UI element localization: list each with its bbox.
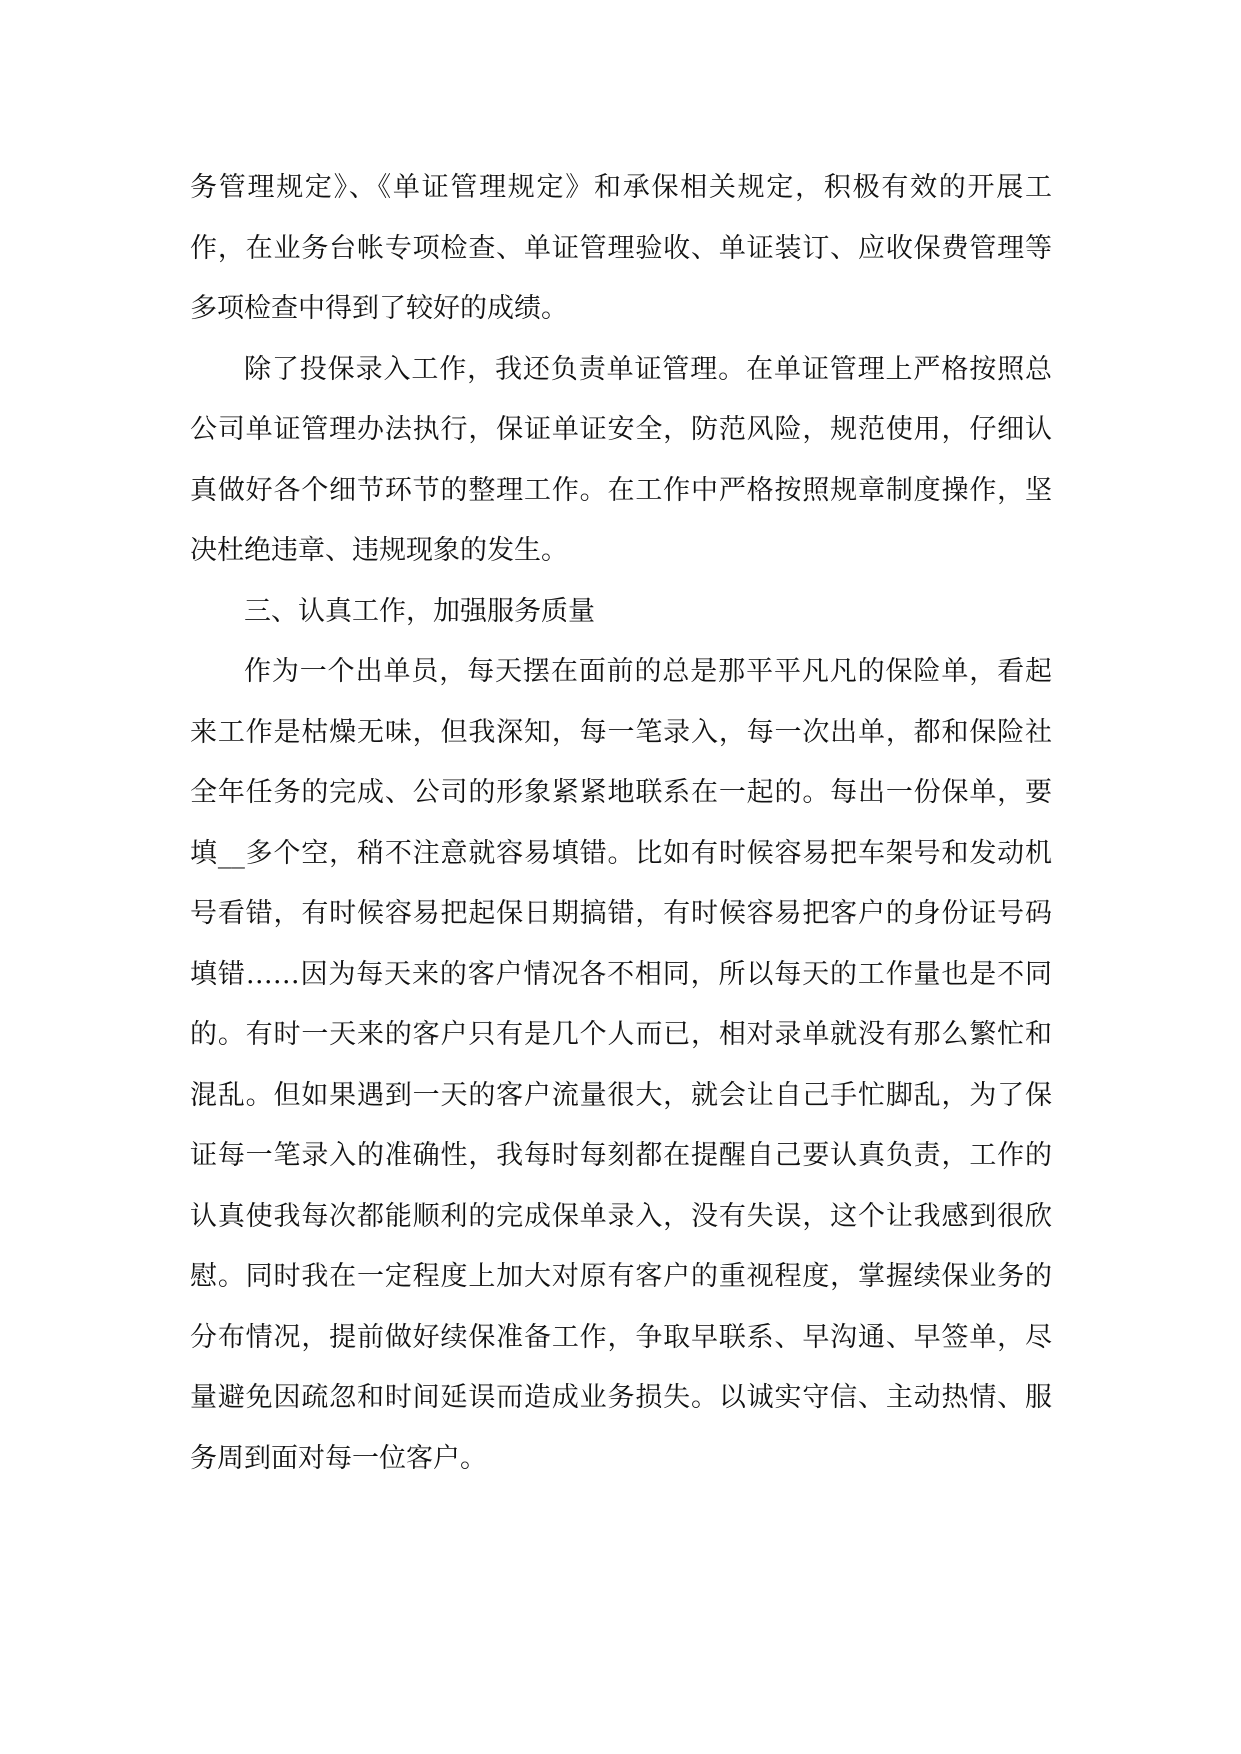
paragraph-1: 务管理规定》、《单证管理规定》和承保相关规定，积极有效的开展工作，在业务台帐专项检查、单证管理验收、单证装订、应收保费管理等多项检查中得到了较好的成绩。 <box>190 172 1052 324</box>
paragraph-3: 作为一个出单员，每天摆在面前的总是那平平凡凡的保险单，看起来工作是枯燥无味，但我深知，每一笔录入，每一次出单，都和保险社全年任务的完成、公司的形象紧紧地联系在一起的。每出一份保单，要填__多个空，稍不注意就容易填错。比如有时候容易把车架号和发动机号看错，有时候容易把起保日期搞错，有时候容易把客户的身份证号码填错……因为每天来的客户情况各不相同，所以每天的工作量也是不同的。有时一天来的客户只有是几个人而已，相对录单就没有那么繁忙和混乱。但如果遇到一天的客户流量很大，就会让自己手忙脚乱，为了保证每一笔录入的准确性，我每时每刻都在提醒自己要认真负责，工作的认真使我每次都能顺利的完成保单录入，没有失误，这个让我感到很欣慰。同时我在一定程度上加大对原有客户的重视程度，掌握续保业务的分布情况，提前做好续保准备工作，争取早联系、早沟通、早签单，尽量避免因疏忽和时间延误而造成业务损失。以诚实守信、主动热情、服务周到面对每一位客户。 <box>190 656 1052 1474</box>
paragraph-2: 除了投保录入工作，我还负责单证管理。在单证管理上严格按照总公司单证管理办法执行，保证单证安全，防范风险，规范使用，仔细认真做好各个细节环节的整理工作。在工作中严格按照规章制度操作，坚决杜绝违章、违规现象的发生。 <box>190 353 1052 566</box>
section-heading: 三、认真工作，加强服务质量 <box>244 595 595 627</box>
document-body <box>190 158 1052 1489</box>
